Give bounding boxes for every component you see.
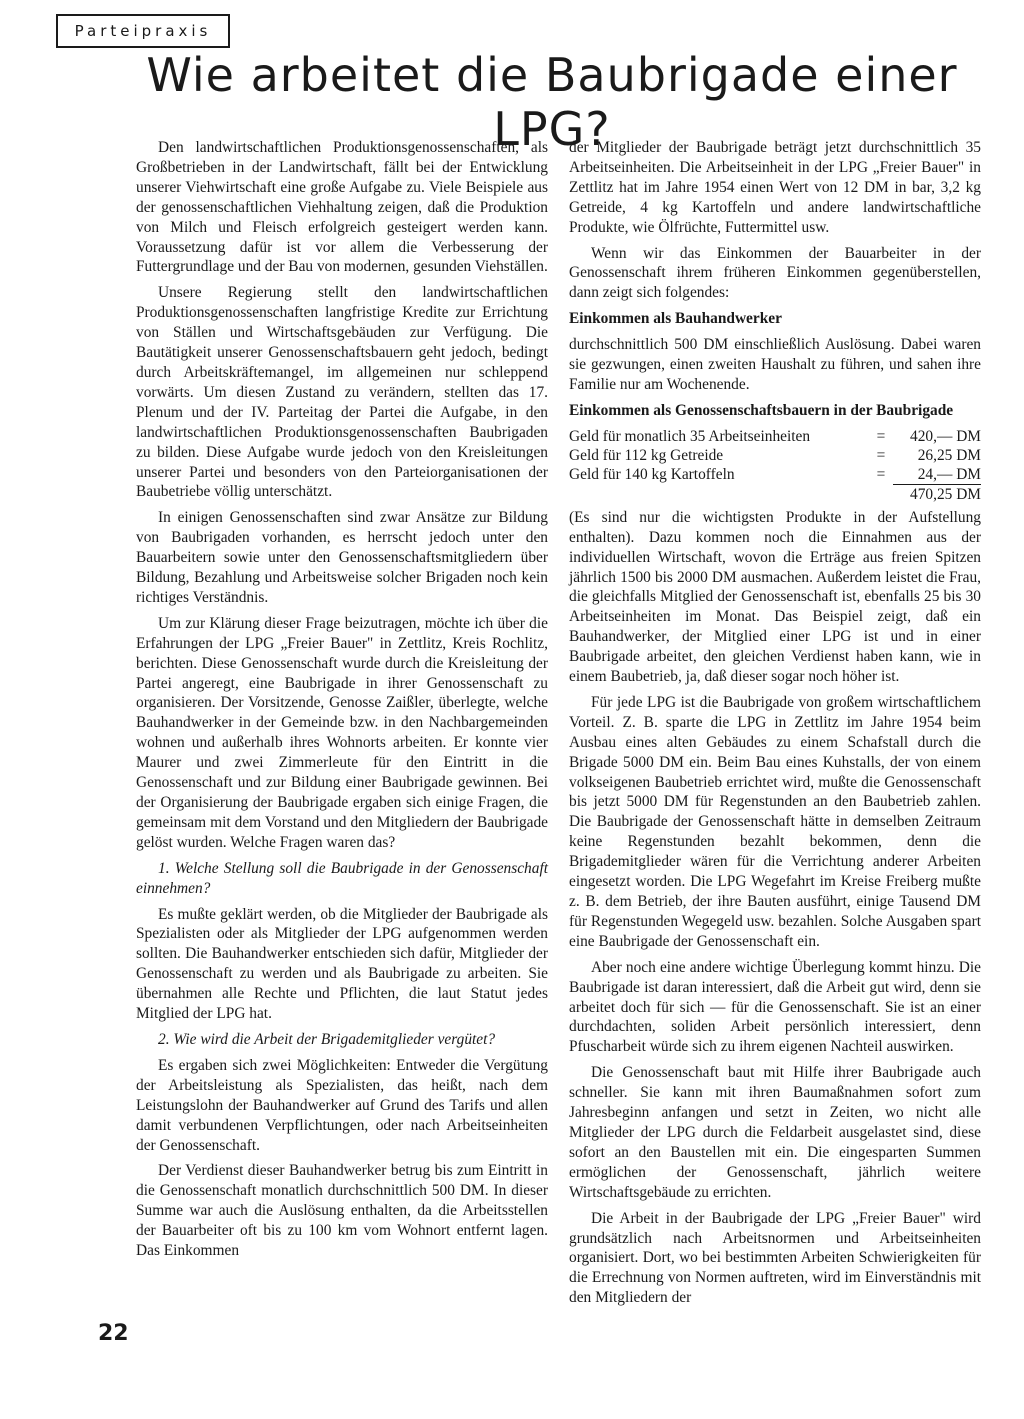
income-amount: 24,— DM xyxy=(917,465,981,483)
income-item: Geld für 140 kg Kartoffeln xyxy=(569,466,735,484)
income-total: 470,25 DM xyxy=(893,484,981,504)
income-amount: 420,— DM xyxy=(910,427,981,445)
income-table xyxy=(569,427,981,504)
left-column xyxy=(136,138,548,1267)
paragraph: Die Arbeit in der Baubrigade der LPG „Freier Bauer" wird grundsätzlich nach Arbeitsnormen und Arbeitseinheiten organisiert. Dort, wo bei bestimmten Arbeiten Schwierigkeiten für die Errechnung von Normen auftreten, wird im Einverständnis mit den Mitgliedern der xyxy=(569,1209,981,1307)
question-heading: 1. Welche Stellung soll die Baubrigade in der Genossenschaft einnehmen? xyxy=(136,859,548,897)
paragraph: Der Verdienst dieser Bauhandwerker betrug bis zum Eintritt in die Genossenschaft monatlich durchschnittlich 500 DM. In dieser Summe war auch die Auslösung enthalten, da die Arbeitsstellen der Bauarbeiter oft bis zu 100 km vom Wohnort entfernt lagen. Das Einkommen xyxy=(136,1162,548,1260)
income-row xyxy=(569,446,981,465)
paragraph: (Es sind nur die wichtigsten Produkte in der Aufstellung enthalten). Dazu kommen noch die Einnahmen aus der individuellen Wirtschaft, wovon die Erträge aus freien Spitzen jährlich 1500 bis 2000 DM ausmachen. Außerdem leistet die Frau, die gleichfalls Mitglied der Genossenschaft ist, ebenfalls 25 bis 30 Arbeitseinheiten im Monat. Das Beispiel zeigt, daß ein Bauhandwerker, der Mitglied einer LPG ist und in einer Baubrigade arbeitet, den gleichen Verdienst haben kann, wie in einem Baubetrieb, ja, daß dieser sogar noch höher ist. xyxy=(569,508,981,686)
income-item: Geld für 112 kg Getreide xyxy=(569,446,724,464)
income-row xyxy=(569,465,981,485)
income-subheading: Einkommen als Genossenschaftsbauern in der Baubrigade xyxy=(569,401,954,419)
page-number: 22 xyxy=(98,1321,129,1346)
paragraph: Es mußte geklärt werden, ob die Mitglieder der Baubrigade als Spezialisten oder als Mitglieder der LPG aufgenommen werden sollten. Die Bauhandwerker entschieden sich dafür, Mitglieder der Genossenschaft zu werden und als Baubrigade zu arbeiten. Sie übernahmen alle Rechte und Pflichten, die laut Statut jedes Mitglied der LPG hat. xyxy=(136,905,548,1023)
paragraph: durchschnittlich 500 DM einschließlich Auslösung. Dabei waren sie gezwungen, einen zweiten Haushalt zu führen, und sahen ihre Familie nur am Wochenende. xyxy=(569,336,981,393)
income-equals: = xyxy=(876,427,886,445)
question-heading: 2. Wie wird die Arbeit der Brigademitglieder vergütet? xyxy=(158,1030,496,1048)
paragraph: Unsere Regierung stellt den landwirtschaftlichen Produktionsgenossenschaften langfristige Kredite zur Errichtung von Ställen und Wirtschaftsgebäuden zur Verfügung. Die Bautätigkeit unserer Genossenschaftsbauern geht jedoch, bedingt durch Arbeitskräftemangel, im allgemeinen nur schleppend vorwärts. Um diesen Zustand zu verändern, stellten das 17. Plenum und der IV. Parteitag der Partei die Aufgabe, in den landwirtschaftlichen Produktionsgenossenschaften Baubrigaden zu bilden. Diese Aufgabe wurde jedoch von den Kreisleitungen unserer Partei und besonders von den Parteiorganisationen der Baubetriebe völlig unterschätzt. xyxy=(136,284,548,501)
paragraph: In einigen Genossenschaften sind zwar Ansätze zur Bildung von Baubrigaden vorhanden, es herrscht jedoch unter den Bauarbeitern sowie unter den Genossenschaftsmitgliedern über Bildung, Bezahlung und Arbeitsweise solcher Brigaden noch kein richtiges Verständnis. xyxy=(136,509,548,606)
paragraph: der Mitglieder der Baubrigade beträgt jetzt durchschnittlich 35 Arbeitseinheiten. Die Arbeitseinheit in der LPG „Freier Bauer" in Zettlitz hat im Jahre 1954 einen Wert von 12 DM in bar, 3,2 kg Getreide, 4 kg Kartoffeln und andere landwirtschaftliche Produkte, wie Ölfrüchte, Futtermittel usw. xyxy=(569,139,981,236)
article-title: Wie arbeitet die Baubrigade einer LPG? xyxy=(146,48,958,156)
paragraph: Den landwirtschaftlichen Produktionsgenossenschaften, als Großbetrieben in der Landwirtschaft, fällt bei der Entwicklung unserer Viehwirtschaft eine große Aufgabe zu. Viele Beispiele aus der genossenschaftlichen Viehhaltung zeigen, daß die Produktion von Milch und Fleisch erfolgreich gesteigert werden kann. Voraussetzung dafür ist vor allem die Verbesserung der Futtergrundlage und der Bau von modernen, gesunden Viehställen. xyxy=(136,139,548,276)
section-tag: Parteipraxis xyxy=(56,14,230,48)
paragraph: Wenn wir das Einkommen der Bauarbeiter in der Genossenschaft ihrem früheren Einkommen gegenüberstellen, dann zeigt sich folgendes: xyxy=(569,244,981,302)
paragraph: Es ergaben sich zwei Möglichkeiten: Entweder die Vergütung der Arbeitsleistung als Spezialisten, das heißt, nach dem Leistungslohn der Bauhandwerker auf Grund des Tarifs und allen damit verbundenen Verpflichtungen, oder nach Arbeitseinheiten der Genossenschaft. xyxy=(136,1056,548,1154)
income-row xyxy=(569,427,981,446)
paragraph: Für jede LPG ist die Baubrigade von großem wirtschaftlichem Vorteil. Z. B. sparte die LPG in Zettlitz im Jahre 1954 beim Ausbau eines alten Gebäudes zu einem Schafstall durch die Brigade 5000 DM ein. Beim Bau eines Kuhstalls, der von einem volkseigenen Baubetrieb errichtet wird, mußte die Genossenschaft bis jetzt 5000 DM für Regenstunden an den Baubetrieb zahlen. Die Baubrigade der Genossenschaft hätte in demselben Zeitraum keine Regenstunden bezahlt bekommen, denn die Brigademitglieder wären für die Verrichtung anderer Arbeiten eingesetzt worden. Die LPG Wegefahrt im Kreise Freiberg mußte z. B. dem Betrieb, der ihre Bauten ausführt, einige Tausend DM für Regenstunden Wegegeld usw. bezahlen. Solche Ausgaben spart eine Baubrigade der Genossenschaft ein. xyxy=(569,693,981,950)
income-subheading: Einkommen als Bauhandwerker xyxy=(569,310,782,328)
paragraph: Die Genossenschaft baut mit Hilfe ihrer Baubrigade auch schneller. Sie kann mit ihren Baumaßnahmen sofort zum Jahresbeginn anfangen und setzt in Zeiten, wo nicht alle Mitglieder der LPG durch die Feldarbeit ausgelastet sind, diese sofort an den Baustellen mit ein. Die eingesparten Summen ermöglichen der Genossenschaft, jährlich weitere Wirtschaftsgebäude zu errichten. xyxy=(569,1064,981,1201)
right-column xyxy=(569,138,981,1314)
income-amount: 26,25 DM xyxy=(917,446,981,464)
income-equals: = xyxy=(876,466,886,484)
income-total-row xyxy=(569,484,981,504)
income-item: Geld für monatlich 35 Arbeitseinheiten xyxy=(569,427,811,445)
paragraph: Um zur Klärung dieser Frage beizutragen, möchte ich über die Erfahrungen der LPG „Freier Bauer" in Zettlitz, Kreis Rochlitz, berichten. Diese Genossenschaft wurde durch die Kreisleitung der Partei angeregt, eine Baubrigade in ihrer Genossenschaft zu organisieren. Der Vorsitzende, Genosse Zaißler, überlegte, welche Bauhandwerker in der Gemeinde bzw. in den Nachbargemeinden wohnen und außerhalb ihres Wohnorts arbeiten. Er konnte vier Maurer und zwei Zimmerleute für den Eintritt in die Genossenschaft und zur Bildung einer Baubrigade gewinnen. Bei der Organisierung der Baubrigade ergaben sich einige Fragen, die gemeinsam mit dem Vorstand und den Mitgliedern der Baubrigade gelöst wurden. Welche Fragen waren das? xyxy=(136,614,548,851)
paragraph: Aber noch eine andere wichtige Überlegung kommt hinzu. Die Baubrigade ist daran interessiert, daß die Arbeit gut wird, denn sie arbeitet doch für sich — für die Genossenschaft. Sie ist an einer durchdachten, soliden Arbeit persönlich interessiert, denn Pfuscharbeit würde sich zu ihrem eigenen Nachteil auswirken. xyxy=(569,958,981,1056)
income-equals: = xyxy=(876,446,886,464)
